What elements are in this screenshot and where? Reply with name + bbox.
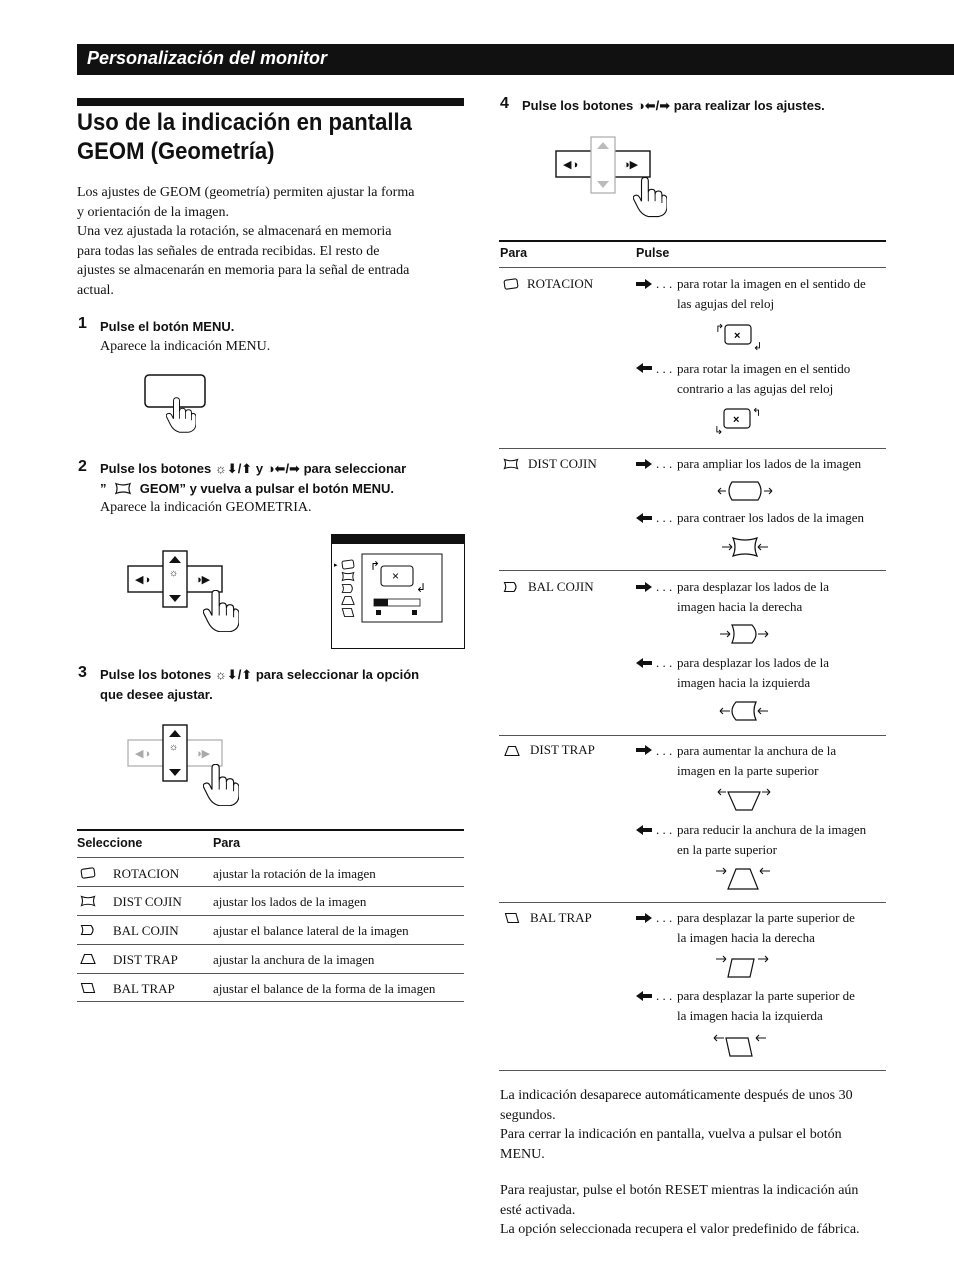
desc-line: contrario a las agujas del reloj: [677, 380, 834, 396]
right-arrow-icon: [636, 745, 652, 755]
left-table-desc: ajustar la rotación de la imagen: [213, 866, 376, 881]
osd-rotate-icon: [342, 560, 354, 569]
svg-text:×: ×: [733, 414, 740, 426]
step-3-text-part: que desee ajustar.: [100, 686, 213, 702]
desc-line: para aumentar la anchura de la: [677, 743, 837, 758]
narrow-top-diagram: [714, 865, 772, 891]
dots: . . .: [656, 456, 673, 471]
desc-line: imagen hacia la izquierda: [677, 674, 811, 690]
left-table-rule: [77, 944, 464, 945]
page-title-line1: Uso de la indicación en pantalla: [77, 109, 412, 136]
right-table-desc: [677, 359, 887, 398]
trapezoid-icon: [503, 745, 521, 757]
right-contrast-icon: ◑▶: [195, 748, 211, 760]
note-line: MENU.: [500, 1146, 545, 1162]
right-arrow-icon: [636, 582, 652, 592]
osd-trapezoid-icon: [342, 597, 354, 605]
osd-title-bar: [332, 535, 464, 544]
svg-text:↳: ↳: [714, 425, 724, 436]
pincushion-icon: [80, 895, 96, 907]
brightness-icon: ☼: [169, 742, 179, 753]
desc-line: para rotar la imagen en el sentido de: [677, 276, 866, 291]
left-right-arrow-icon: ⬅/➡: [644, 98, 671, 113]
parallelogram-icon: [503, 912, 521, 924]
right-table-col1-header: Para: [500, 246, 528, 260]
desc-line: para desplazar la parte superior de: [677, 988, 855, 1003]
dots: . . .: [656, 579, 673, 594]
pincushion-icon: [114, 482, 132, 495]
left-table-rule: [77, 915, 464, 916]
svg-text:↱: ↱: [715, 323, 725, 335]
right-table-rule: [499, 570, 886, 571]
step-1-number: 1: [78, 315, 87, 332]
right-table-top-rule: [499, 240, 886, 242]
note-line: La indicación desaparece automáticamente después de unos 30: [500, 1088, 853, 1103]
dots: . . .: [656, 276, 673, 291]
right-table-item: BAL TRAP: [530, 910, 592, 925]
left-table-desc: ajustar la anchura de la imagen: [213, 952, 375, 967]
right-table-rule: [499, 267, 886, 268]
intro-line: Una vez ajustada la rotación, se almacenará en memoria: [77, 224, 392, 239]
right-table-rule: [499, 1070, 886, 1071]
desc-line: para rotar la imagen en el sentido: [677, 361, 851, 376]
osd-level-fill: [374, 599, 388, 606]
contrast-icon: ◑: [636, 98, 645, 113]
intro-line: actual.: [77, 282, 114, 298]
note-line: Para reajustar, pulse el botón RESET mientras la indicación aún: [500, 1183, 859, 1198]
left-table-desc: ajustar los lados de la imagen: [213, 894, 367, 909]
intro-line: y orientación de la imagen.: [77, 204, 229, 220]
section-header-bar: [77, 44, 954, 75]
shift-top-right-diagram: [714, 953, 770, 979]
intro-line: para todas las señales de entrada recibidas. El resto de: [77, 243, 380, 259]
left-contrast-icon: ◀◑: [135, 748, 151, 760]
desc-line: para desplazar los lados de la: [677, 579, 829, 594]
right-table-col2-header: Pulse: [636, 246, 670, 260]
intro-line: ajustes se almacenarán en memoria para la señal de entrada: [77, 263, 410, 278]
left-arrow-icon: [636, 658, 652, 668]
right-table-desc: [677, 741, 887, 780]
left-contrast-icon: ◀◑: [135, 574, 151, 586]
dots: . . .: [656, 910, 673, 925]
intro-line: Los ajustes de GEOM (geometría) permiten ajustar la forma: [77, 185, 415, 200]
section-title: Personalización del monitor: [87, 48, 328, 68]
osd-rotate-arrow-icon: ↱: [370, 559, 381, 573]
right-table-desc: para contraer los lados de la imagen: [677, 510, 864, 525]
parallelogram-icon: [80, 982, 96, 994]
right-table-rule: [499, 735, 886, 736]
right-table-desc: [677, 577, 887, 616]
right-arrow-icon: [636, 913, 652, 923]
osd-rotate-arrow-icon: ↲: [416, 581, 427, 595]
right-table-item: ROTACION: [527, 276, 594, 291]
notes-text: [500, 1086, 900, 1240]
hand-icon: [633, 177, 667, 216]
page-title: [77, 108, 445, 166]
step-2-number: 2: [78, 458, 87, 475]
desc-line: la imagen hacia la izquierda: [677, 1007, 823, 1023]
step-4-text-part: Pulse los botones: [522, 98, 634, 113]
desc-line: las agujas del reloj: [677, 295, 775, 311]
control-pad-horizontal-illustration: [553, 134, 683, 224]
left-table-item: BAL TRAP: [113, 981, 175, 996]
left-table-rule: [77, 886, 464, 887]
left-arrow-icon: [636, 991, 652, 1001]
right-arrow-icon: [636, 279, 652, 289]
contract-sides-diagram: [720, 536, 770, 558]
osd-minus-icon: [376, 610, 381, 615]
desc-line: en la parte superior: [677, 841, 777, 857]
left-contrast-icon: ◀◑: [563, 159, 579, 171]
step-4-text-part: para realizar los ajustes.: [673, 98, 825, 113]
right-table-desc: [677, 908, 887, 947]
right-table-rule: [499, 902, 886, 903]
shift-left-diagram: [718, 700, 770, 722]
note-line: La opción seleccionada recupera el valor predefinido de fábrica.: [500, 1222, 860, 1237]
step-3-number: 3: [78, 664, 87, 681]
left-arrow-icon: ⬅/➡: [274, 461, 300, 476]
osd-selector-icon: ▸: [334, 562, 338, 569]
shift-top-left-diagram: [712, 1032, 768, 1058]
osd-plus-icon: [412, 610, 417, 615]
left-table-rule: [77, 1001, 464, 1002]
control-pad-vertical-illustration: [125, 722, 275, 812]
svg-text:×: ×: [734, 330, 741, 342]
step-3-text-part: Pulse los botones: [100, 667, 212, 682]
note-line: Para cerrar la indicación en pantalla, vuelva a pulsar el botón: [500, 1127, 842, 1142]
step-2-text: [100, 459, 470, 498]
osd-balance-icon: [342, 585, 352, 593]
osd-pincushion-icon: [342, 573, 353, 581]
left-table-top-rule: [77, 829, 464, 831]
step-3-text-part: para seleccionar la opción: [255, 667, 420, 682]
title-rule: [77, 98, 464, 106]
expand-sides-diagram: [716, 480, 774, 502]
left-table-col1-header: Seleccione: [77, 836, 143, 850]
dots: . . .: [656, 361, 673, 376]
pin-balance-icon: [80, 924, 96, 936]
widen-top-diagram: [716, 786, 772, 812]
left-table-item: ROTACION: [113, 866, 180, 881]
desc-line: para desplazar la parte superior de: [677, 910, 855, 925]
desc-line: para reducir la anchura de la imagen: [677, 822, 867, 837]
left-table-rule: [77, 973, 464, 974]
trapezoid-icon: [80, 953, 96, 965]
left-table-desc: ajustar el balance de la forma de la imagen: [213, 981, 436, 996]
step-3-text: [100, 665, 470, 704]
hand-icon: [203, 764, 239, 805]
left-table-item: DIST COJIN: [113, 894, 182, 909]
step-2-text-part: Pulse los botones: [100, 461, 212, 476]
left-table-item: DIST TRAP: [113, 952, 178, 967]
step-1-text: Pulse el botón MENU.: [100, 319, 235, 334]
right-table-desc: [677, 653, 887, 692]
brightness-icon: ☼: [214, 667, 227, 682]
desc-line: imagen en la parte superior: [677, 762, 819, 778]
step-2-text-part: para seleccionar: [303, 461, 407, 476]
step-2-text-part: y: [255, 461, 264, 476]
page-title-line2: GEOM (Geometría): [77, 138, 275, 165]
rotate-icon: [80, 867, 96, 879]
step-4-text: [522, 96, 825, 116]
shift-right-diagram: [718, 623, 770, 645]
menu-button-illustration: [140, 372, 220, 442]
left-table-item: BAL COJIN: [113, 923, 179, 938]
right-arrow-icon: [636, 459, 652, 469]
step-4-number: 4: [500, 95, 509, 112]
brightness-icon: ☼: [169, 568, 179, 579]
step-2-text-part: ”: [100, 480, 107, 496]
right-table-item: DIST TRAP: [530, 742, 595, 757]
pin-balance-icon: [503, 581, 519, 593]
left-table-rule: [77, 857, 464, 858]
left-table-desc: ajustar el balance lateral de la imagen: [213, 923, 409, 938]
dots: . . .: [656, 655, 673, 670]
osd-parallelogram-icon: [342, 609, 353, 617]
control-pad-illustration: [125, 548, 275, 638]
right-table-desc: [677, 274, 887, 313]
right-table-desc: [677, 986, 887, 1025]
dots: . . .: [656, 743, 673, 758]
step-2-sub: Aparece la indicación GEOMETRIA.: [100, 500, 312, 515]
brightness-icon: ☼: [214, 461, 227, 476]
dots: . . .: [656, 822, 673, 837]
note-line: segundos.: [500, 1107, 556, 1123]
dots: . . .: [656, 510, 673, 525]
right-table-desc: [677, 820, 887, 859]
desc-line: imagen hacia la derecha: [677, 598, 803, 614]
intro-text: [77, 183, 467, 300]
left-arrow-icon: [636, 825, 652, 835]
left-table-col2-header: Para: [213, 836, 241, 850]
left-arrow-icon: [636, 513, 652, 523]
osd-content: [332, 544, 464, 644]
rotate-icon: [503, 278, 519, 290]
right-contrast-icon: ◑▶: [623, 159, 639, 171]
right-table-rule: [499, 448, 886, 449]
rotate-counterclockwise-diagram: [712, 404, 764, 436]
note-line: esté activada.: [500, 1202, 576, 1218]
down-arrow-icon: ⬇/⬆: [226, 461, 253, 476]
right-contrast-icon: ◑▶: [195, 574, 211, 586]
osd-screen: [331, 534, 465, 649]
up-down-arrow-icon: ⬇/⬆: [226, 667, 253, 682]
right-table-item: BAL COJIN: [528, 579, 594, 594]
hand-icon: [203, 590, 239, 631]
right-table-desc: para ampliar los lados de la imagen: [677, 456, 862, 471]
step-1-sub: Aparece la indicación MENU.: [100, 339, 271, 354]
right-table-item: DIST COJIN: [528, 456, 597, 471]
step-2-text-part: GEOM” y vuelva a pulsar el botón MENU.: [139, 480, 395, 496]
left-arrow-icon: [636, 363, 652, 373]
contrast-icon: ◑: [266, 461, 275, 476]
rotate-clockwise-diagram: [713, 320, 765, 352]
svg-text:↰: ↰: [752, 407, 762, 419]
desc-line: la imagen hacia la derecha: [677, 929, 815, 945]
osd-rotate-mark: ×: [392, 569, 400, 583]
desc-line: para desplazar los lados de la: [677, 655, 829, 670]
pincushion-icon: [503, 458, 519, 470]
svg-text:↲: ↲: [753, 341, 763, 352]
dots: . . .: [656, 988, 673, 1003]
